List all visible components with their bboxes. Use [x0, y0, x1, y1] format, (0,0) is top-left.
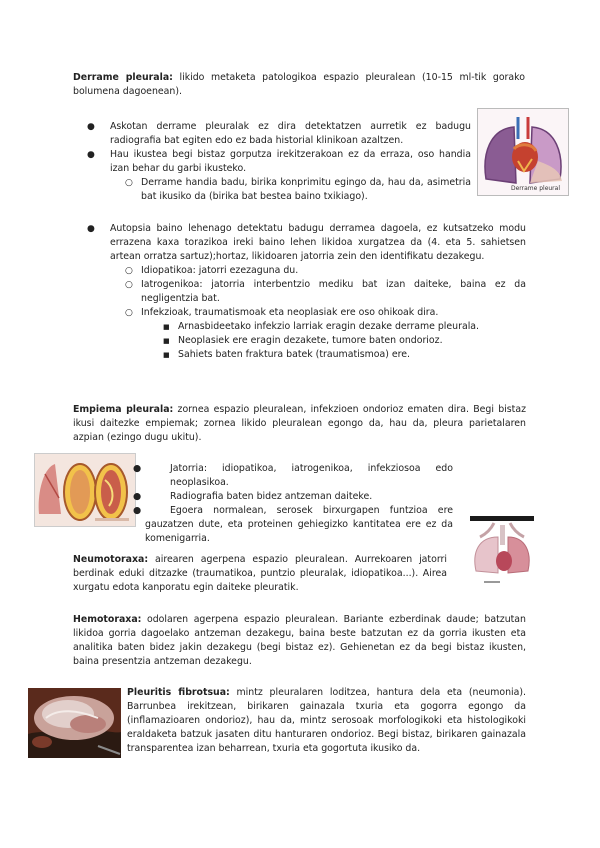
- bullet-icon: ●: [133, 463, 142, 474]
- list-item: ○ Idiopatikoa: jatorri ezezaguna du.: [125, 265, 299, 276]
- neumotoraxa-term: Neumotoraxa:: [73, 554, 149, 565]
- fibrous-pleuritis-photo: [28, 688, 121, 758]
- derrame-list-2: [73, 222, 526, 362]
- list-item: ○ Iatrogenikoa: jatorria interbentzio mediku bat izan daiteke, baina ez da negligentzia bat.: [125, 279, 526, 304]
- list-item: ○ Infekzioak, traumatismoak eta neoplasiak ere oso ohikoak dira. ■ Arnasbideetako infekzio larriak eragin dezake derrame pleurala. ■ Neoplasiek ere eragin dezakete, tumore baten ondorioz. ■ Sahiets baten fraktura batek (traumatismoa) ere.: [141, 306, 526, 362]
- lungs-icon: [478, 109, 568, 195]
- bullet-icon: ●: [87, 224, 95, 234]
- pneumothorax-image: [464, 513, 541, 589]
- list-item: ■ Sahiets baten fraktura batek (traumatismoa) ere.: [163, 349, 411, 360]
- bullet-icon: ●: [87, 122, 95, 132]
- pleuritis-section: [127, 686, 526, 756]
- circle-bullet-icon: ○: [125, 178, 133, 188]
- circle-bullet-icon: ○: [125, 266, 133, 276]
- hemotoraxa-term: Hemotoraxa:: [73, 614, 142, 625]
- list-item: ● Hau ikustea begi bistaz gorputza irekitzerakoan ez da erraza, oso handia izan behar du garbi ikusteko. ○ Derrame handia badu, birika konprimitu egingo da, hau da, asimetria bat ikusiko da (birika bat bestea baino txikiago).: [87, 149, 471, 202]
- neumotoraxa-definition: airearen agerpena espazio pleuralean. Aurrekoaren jatorri berdinak eduki ditzazke (traumatikoa, puntzio pleuralak, idiopatikoa...). Airea xurgatu edota kanporatu egin daiteke pleuratik.: [73, 554, 447, 593]
- square-bullet-icon: ■: [163, 337, 170, 345]
- derrame-list-1: [73, 120, 471, 204]
- pleuritis-definition: mintz pleuralaren loditzea, hantura dela eta (neumonia). Barrunbea irekitzean, birikaren gainazala txuria eta gogorra egongo da (inflamazioaren ondorioz), hau da, mintz serosoak morfologikoki eta histologikoki eraldaketa batzuk jasaten ditu hanturaren ondorioz. Begi bistaz, birikaren gainazala transparentea izan beharrean, txuria eta gogortuta ikusiko da.: [127, 687, 527, 754]
- list-item: ● Jatorria: idiopatikoa, iatrogenikoa, infekziosoa edo neoplasikoa.: [133, 463, 453, 488]
- hemotoraxa-section: [73, 613, 526, 669]
- list-item: ■ Neoplasiek ere eragin dezakete, tumore baten ondorioz.: [163, 335, 443, 346]
- pleuritis-term: Pleuritis fibrotsua:: [127, 687, 230, 698]
- list-item: ● Askotan derrame pleuralak ez dira detektatzen aurretik ez badugu radiografia bat egiten edo ez bada historial klinikoan azaltzen.: [87, 121, 471, 146]
- derrame-intro: [73, 71, 525, 99]
- lung-tissue-icon: [28, 688, 121, 758]
- square-bullet-icon: ■: [163, 351, 170, 359]
- circle-bullet-icon: ○: [125, 280, 133, 290]
- square-bullet-icon: ■: [163, 323, 170, 331]
- empiema-intro: [73, 403, 526, 445]
- empiema-term: Empiema pleurala:: [73, 404, 174, 415]
- hemotoraxa-definition: odolaren agerpena espazio pleuralean. Bariante ezberdinak daude; batzutan likidoa gorria dagoelako antzeman dezakegu, baina beste batzutan ez da gorria ikusten eta analitika baten bidez jakin dezakegu (begi bistaz ez). Gehienetan ez da begi bistaz ikusten, baina presentzia antzeman dezakegu.: [73, 614, 526, 667]
- list-item: ○ Derrame handia badu, birika konprimitu egingo da, hau da, asimetria bat ikusiko da (birika bat bestea baino txikiago).: [125, 177, 471, 202]
- pleural-effusion-image: [477, 108, 569, 196]
- list-item: ● Autopsia baino lehenago detektatu badugu derramea dagoela, ez kutsatzeko modu errazena kaxa torazikoa ireki baino lehen likidoa xurgatzea da (4. eta 5. sahietsen artean orratza sartuz);hortaz, likidoaren jatorria zein den identifikatu dezakegu. ○ Idiopatikoa: jatorri ezezaguna du. ○ Iatrogenikoa: jatorria interbentzio mediku bat izan daiteke, baina ez da negligentzia bat. ○ Infekzioak, traumatismoak eta neoplasiak ere oso ohikoak dira. ■ Arnasbideetako infekzio larriak eragin dezake derrame pleurala. ■ Neoplasiek ere eragin dezakete, tumore baten ondorioz. ■ Sahiets baten fraktura batek (traumatismoa) ere.: [87, 223, 526, 360]
- list-item: ● Radiografia baten bidez antzeman daiteke.: [133, 491, 373, 502]
- image-caption: Derrame pleural: [510, 185, 560, 192]
- derrame-definition: likido metaketa patologikoa espazio pleuralean (10-15 ml-tik gorako bolumena dagoenean).: [73, 72, 525, 97]
- list-item: ■ Arnasbideetako infekzio larriak eragin dezake derrame pleurala.: [163, 321, 480, 332]
- derrame-term: Derrame pleurala:: [73, 72, 173, 83]
- lungs-cross-section-icon: [35, 454, 135, 526]
- circle-bullet-icon: ○: [125, 308, 133, 318]
- bullet-icon: ●: [87, 150, 95, 160]
- neumotoraxa-section: [73, 553, 447, 595]
- empyema-image: [34, 453, 136, 527]
- bullet-icon: ●: [133, 505, 142, 516]
- chest-lungs-icon: [464, 513, 541, 589]
- list-item: ● Egoera normalean, serosek birxurgapen funtzioa ere gauzatzen dute, eta proteinen gehiegizko kantitatea ere ez da komenigarria.: [133, 505, 453, 544]
- empiema-list: [133, 462, 453, 546]
- empiema-definition: zornea espazio pleuralean, infekzioen ondorioz ematen dira. Begi bistaz ikusi daitezke empiemak; zornea likido pleuralean egongo da, hau da, pleura parietalaren azpian (ezingo dugu ukitu).: [73, 404, 526, 443]
- bullet-icon: ●: [133, 491, 142, 502]
